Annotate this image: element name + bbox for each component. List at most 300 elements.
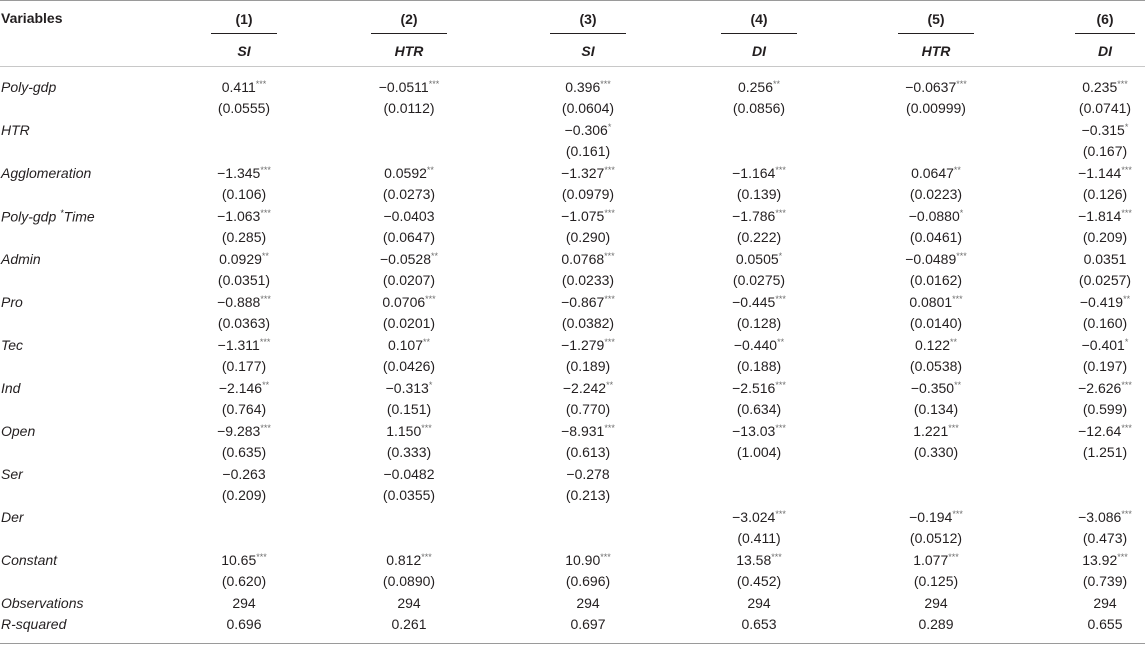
row-label-text: Tec (1, 337, 24, 353)
row-label (1, 337, 23, 353)
coefficient (1045, 122, 1145, 138)
coefficient (699, 294, 819, 310)
standard-error: (0.0382) (561, 315, 615, 331)
coefficient (528, 122, 648, 138)
coefficient (349, 337, 469, 353)
coefficient (1045, 251, 1145, 267)
column-underline (721, 33, 797, 34)
row-label (1, 251, 41, 267)
significance-stars: *** (775, 165, 786, 175)
significance-stars: *** (428, 79, 440, 89)
coefficient-value: 0.0706 (382, 294, 426, 310)
row-label-text: HTR (1, 122, 30, 138)
significance-stars: *** (1121, 423, 1132, 433)
stat-value: 0.696 (226, 616, 262, 632)
stat-label: Observations (1, 595, 84, 611)
standard-error: (0.161) (565, 143, 611, 159)
stat-value: 0.653 (741, 616, 777, 632)
coefficient (1045, 380, 1145, 396)
row-label-text: Der (1, 509, 24, 525)
significance-stars: *** (775, 208, 786, 218)
coefficient (528, 294, 648, 310)
significance-stars: ** (954, 380, 962, 390)
coefficient (528, 79, 648, 95)
coefficient-value: −0.0528 (379, 251, 431, 267)
coefficient-value: 0.0929 (219, 251, 262, 267)
coefficient-value: −0.0511 (378, 79, 429, 95)
coefficient (699, 552, 819, 568)
coefficient-value: −1.345 (217, 165, 261, 181)
coefficient (1045, 509, 1145, 525)
coefficient-value: 0.107 (387, 337, 424, 353)
coefficient (876, 79, 996, 95)
significance-stars: *** (260, 208, 271, 218)
significance-stars: *** (775, 509, 786, 519)
variables-header: Variables (1, 10, 63, 26)
standard-error: (0.134) (913, 401, 959, 417)
standard-error: (0.330) (913, 444, 959, 460)
coefficient-value: −0.315 (1081, 122, 1125, 138)
coefficient-value: −9.283 (217, 423, 261, 439)
standard-error: (0.188) (736, 358, 782, 374)
significance-stars: *** (421, 552, 432, 562)
significance-stars: *** (600, 79, 611, 89)
coefficient-value: −8.931 (561, 423, 605, 439)
standard-error: (0.0461) (909, 229, 963, 245)
standard-error: (0.0890) (382, 573, 436, 589)
significance-stars: *** (952, 509, 963, 519)
significance-stars: *** (255, 79, 267, 89)
standard-error: (0.0275) (732, 272, 786, 288)
significance-stars: *** (260, 423, 271, 433)
coefficient (1045, 552, 1145, 568)
standard-error: (0.0426) (382, 358, 436, 374)
coefficient-value: −0.0637 (905, 79, 957, 95)
significance-stars: *** (604, 294, 615, 304)
standard-error: (0.333) (386, 444, 432, 460)
standard-error: (0.0355) (382, 487, 436, 503)
standard-error: (0.189) (565, 358, 611, 374)
standard-error: (0.0741) (1078, 100, 1132, 116)
standard-error: (0.0207) (382, 272, 436, 288)
coefficient (1045, 79, 1145, 95)
coefficient (349, 552, 469, 568)
standard-error: (0.635) (221, 444, 267, 460)
row-label-suffix: Time (63, 208, 95, 225)
coefficient-value: −1.075 (561, 208, 605, 224)
coefficient (699, 165, 819, 181)
standard-error: (0.452) (736, 573, 782, 589)
coefficient (699, 423, 819, 439)
significance-stars: *** (260, 165, 271, 175)
coefficient (876, 423, 996, 439)
coefficient (184, 423, 304, 439)
standard-error: (0.0555) (217, 100, 271, 116)
column-underline (898, 33, 974, 34)
significance-stars: * (607, 122, 612, 132)
coefficient (876, 165, 996, 181)
stat-value: 294 (397, 595, 421, 611)
coefficient (184, 208, 304, 224)
standard-error: (0.0351) (217, 272, 271, 288)
standard-error: (0.0647) (382, 229, 436, 245)
standard-error: (0.209) (1082, 229, 1128, 245)
coefficient (1045, 165, 1145, 181)
coefficient (876, 552, 996, 568)
coefficient-value: −0.194 (909, 509, 953, 525)
standard-error: (0.139) (736, 186, 782, 202)
coefficient-value: −0.0403 (383, 208, 435, 224)
standard-error: (0.770) (565, 401, 611, 417)
coefficient-value: −0.401 (1081, 337, 1125, 353)
standard-error: (0.209) (221, 487, 267, 503)
coefficient-value: 0.0351 (1083, 251, 1127, 267)
coefficient (528, 552, 648, 568)
coefficient-value: −1.063 (217, 208, 261, 224)
header-rule (0, 66, 1145, 67)
coefficient-value: −1.164 (732, 165, 776, 181)
dependent-variable: DI (752, 43, 766, 59)
standard-error: (0.213) (565, 487, 611, 503)
standard-error: (0.151) (386, 401, 432, 417)
row-label-text: Pro (1, 294, 23, 310)
standard-error: (0.613) (565, 444, 611, 460)
dependent-variable: HTR (394, 43, 424, 59)
row-label-text: Admin (1, 251, 41, 267)
standard-error: (0.0233) (561, 272, 615, 288)
significance-stars: *** (256, 552, 267, 562)
significance-stars: * (1124, 122, 1129, 132)
dependent-variable: DI (1098, 43, 1112, 59)
standard-error: (0.197) (1082, 358, 1128, 374)
standard-error: (0.00999) (906, 100, 966, 116)
coefficient-value: −0.888 (217, 294, 261, 310)
column-number: (6) (1096, 11, 1114, 27)
bottom-rule (0, 643, 1145, 644)
significance-stars: ** (423, 337, 431, 347)
coefficient-value: 1.077 (913, 552, 949, 568)
coefficient-value: −1.311 (217, 337, 260, 353)
significance-stars: *** (604, 251, 615, 261)
significance-stars: *** (1117, 79, 1128, 89)
row-label-text: Constant (1, 552, 58, 568)
significance-stars: ** (773, 79, 781, 89)
significance-stars: *** (421, 423, 432, 433)
coefficient-value: −0.419 (1079, 294, 1124, 310)
coefficient-value: −13.03 (732, 423, 776, 439)
significance-stars: ** (950, 337, 958, 347)
significance-stars: *** (1121, 165, 1132, 175)
coefficient-value: −1.279 (561, 337, 605, 353)
coefficient (876, 509, 996, 525)
coefficient (876, 208, 996, 224)
coefficient-value: −2.516 (732, 380, 776, 396)
coefficient-value: 0.0592 (384, 165, 427, 181)
significance-stars: *** (1121, 509, 1132, 519)
row-label (1, 509, 24, 525)
coefficient-value: −2.626 (1078, 380, 1122, 396)
column-underline (371, 33, 447, 34)
significance-stars: *** (775, 294, 786, 304)
dependent-variable: HTR (921, 43, 951, 59)
coefficient (1045, 423, 1145, 439)
coefficient-value: 0.0768 (561, 251, 605, 267)
column-number: (1) (235, 11, 253, 27)
coefficient-value: 0.256 (737, 79, 774, 95)
coefficient-value: −0.0482 (383, 466, 435, 482)
coefficient (699, 79, 819, 95)
row-label (1, 552, 57, 568)
standard-error: (0.0162) (909, 272, 963, 288)
standard-error: (0.285) (221, 229, 267, 245)
coefficient-value: 10.65 (221, 552, 257, 568)
coefficient (1045, 294, 1145, 310)
coefficient (184, 294, 304, 310)
standard-error: (0.126) (1082, 186, 1128, 202)
row-label-text: Agglomeration (1, 165, 92, 181)
significance-stars: * (1124, 337, 1129, 347)
row-label (1, 208, 95, 225)
significance-stars: ** (953, 165, 961, 175)
standard-error: (0.0223) (909, 186, 963, 202)
coefficient-value: −3.024 (732, 509, 776, 525)
standard-error: (0.764) (221, 401, 267, 417)
coefficient (184, 466, 304, 482)
significance-stars: *** (1121, 208, 1132, 218)
standard-error: (0.0538) (909, 358, 963, 374)
dependent-variable: SI (237, 43, 251, 59)
row-label (1, 466, 23, 482)
stat-value: 0.655 (1087, 616, 1123, 632)
standard-error: (0.0979) (561, 186, 615, 202)
coefficient-value: 10.90 (565, 552, 601, 568)
significance-stars: *** (260, 294, 271, 304)
significance-stars: *** (775, 423, 786, 433)
significance-stars: *** (600, 552, 611, 562)
significance-stars: *** (948, 423, 959, 433)
significance-stars: ** (426, 165, 434, 175)
coefficient (876, 251, 996, 267)
standard-error: (0.473) (1082, 530, 1128, 546)
coefficient (699, 509, 819, 525)
coefficient-value: −12.64 (1078, 423, 1122, 439)
significance-stars: * (959, 208, 964, 218)
coefficient (349, 251, 469, 267)
stat-value: 0.289 (918, 616, 954, 632)
coefficient-value: −0.0489 (905, 251, 957, 267)
coefficient (349, 380, 469, 396)
coefficient (349, 466, 469, 482)
standard-error: (0.0273) (382, 186, 436, 202)
coefficient-value: −1.327 (561, 165, 605, 181)
significance-stars: ** (606, 380, 614, 390)
row-label-text: Poly-gdp (1, 208, 57, 225)
coefficient (1045, 337, 1145, 353)
dependent-variable: SI (581, 43, 595, 59)
standard-error: (0.290) (565, 229, 611, 245)
standard-error: (0.599) (1082, 401, 1128, 417)
coefficient-value: −0.306 (564, 122, 608, 138)
standard-error: (0.0112) (383, 100, 435, 116)
row-label-text: Ser (1, 466, 23, 482)
significance-stars: *** (948, 552, 959, 562)
coefficient-value: −0.440 (733, 337, 778, 353)
coefficient (528, 380, 648, 396)
standard-error: (0.0856) (732, 100, 786, 116)
standard-error: (0.0201) (382, 315, 436, 331)
stat-label: R-squared (1, 616, 67, 632)
coefficient-value: −1.786 (732, 208, 776, 224)
significance-stars: ** (430, 251, 438, 261)
significance-stars: *** (775, 380, 786, 390)
coefficient (349, 423, 469, 439)
coefficient-value: 1.150 (386, 423, 422, 439)
coefficient (528, 337, 648, 353)
standard-error: (0.634) (736, 401, 782, 417)
significance-stars: *** (604, 208, 615, 218)
row-label-text: Open (1, 423, 36, 439)
row-label (1, 122, 30, 138)
significance-stars: *** (956, 79, 967, 89)
significance-stars: * (428, 380, 433, 390)
row-label-text: Poly-gdp (1, 79, 57, 95)
significance-stars: *** (259, 337, 271, 347)
standard-error: (1.251) (1082, 444, 1128, 460)
column-underline (550, 33, 626, 34)
standard-error: (0.696) (565, 573, 611, 589)
significance-stars: ** (261, 251, 269, 261)
coefficient-value: 1.221 (913, 423, 949, 439)
significance-stars: *** (604, 423, 615, 433)
coefficient-value: 13.58 (736, 552, 772, 568)
coefficient (184, 552, 304, 568)
coefficient (184, 79, 304, 95)
significance-stars: *** (604, 337, 615, 347)
coefficient-value: −0.0880 (908, 208, 960, 224)
significance-stars: * (778, 251, 783, 261)
stat-value: 294 (1093, 595, 1117, 611)
significance-stars: ** (1123, 294, 1131, 304)
coefficient (528, 423, 648, 439)
coefficient-value: 0.0801 (909, 294, 953, 310)
standard-error: (0.222) (736, 229, 782, 245)
coefficient (184, 165, 304, 181)
coefficient-value: −2.146 (218, 380, 263, 396)
coefficient (184, 337, 304, 353)
stat-value: 294 (576, 595, 600, 611)
significance-stars: *** (604, 165, 615, 175)
coefficient-value: 0.122 (914, 337, 951, 353)
coefficient (528, 165, 648, 181)
standard-error: (0.0140) (909, 315, 963, 331)
coefficient (876, 380, 996, 396)
stat-value: 0.261 (391, 616, 427, 632)
column-number: (4) (750, 11, 768, 27)
significance-stars: *** (771, 552, 782, 562)
stat-value: 294 (747, 595, 771, 611)
column-number: (2) (400, 11, 418, 27)
standard-error: (1.004) (736, 444, 782, 460)
significance-stars: *** (425, 294, 436, 304)
coefficient (699, 337, 819, 353)
stat-value: 0.697 (570, 616, 606, 632)
coefficient-value: 0.0505 (735, 251, 779, 267)
coefficient-value: 0.0647 (911, 165, 954, 181)
coefficient-value: −2.242 (562, 380, 607, 396)
coefficient-value: 13.92 (1082, 552, 1118, 568)
standard-error: (0.0363) (217, 315, 271, 331)
column-number: (5) (927, 11, 945, 27)
top-rule (0, 0, 1145, 1)
row-label (1, 423, 35, 439)
coefficient-value: −0.445 (732, 294, 776, 310)
coefficient (184, 380, 304, 396)
coefficient (699, 251, 819, 267)
significance-stars: ** (777, 337, 785, 347)
row-label (1, 165, 91, 181)
row-label (1, 79, 56, 95)
standard-error: (0.411) (737, 530, 781, 546)
coefficient-value: 0.235 (1082, 79, 1118, 95)
significance-stars: *** (1117, 552, 1128, 562)
coefficient-value: −0.263 (222, 466, 266, 482)
significance-stars: *** (952, 294, 963, 304)
significance-stars: *** (1121, 380, 1132, 390)
significance-stars: *** (956, 251, 967, 261)
column-underline (211, 33, 277, 34)
standard-error: (0.0512) (909, 530, 963, 546)
coefficient-value: 0.411 (221, 79, 256, 95)
coefficient-value: −0.313 (385, 380, 429, 396)
coefficient-value: −1.814 (1078, 208, 1122, 224)
stat-value: 294 (232, 595, 256, 611)
coefficient (349, 294, 469, 310)
coefficient-value: −0.278 (566, 466, 610, 482)
coefficient (876, 337, 996, 353)
coefficient (528, 208, 648, 224)
coefficient-value: −1.144 (1078, 165, 1122, 181)
standard-error: (0.177) (221, 358, 267, 374)
coefficient (876, 294, 996, 310)
standard-error: (0.106) (221, 186, 267, 202)
stat-value: 294 (924, 595, 948, 611)
standard-error: (0.739) (1082, 573, 1128, 589)
row-label-text: Ind (1, 380, 21, 396)
column-number: (3) (579, 11, 597, 27)
row-label-sup: * (60, 208, 64, 218)
standard-error: (0.128) (736, 315, 782, 331)
standard-error: (0.125) (913, 573, 959, 589)
coefficient (528, 251, 648, 267)
coefficient (184, 251, 304, 267)
row-label (1, 380, 20, 396)
standard-error: (0.620) (221, 573, 267, 589)
coefficient-value: 0.812 (386, 552, 422, 568)
coefficient-value: −0.350 (910, 380, 955, 396)
standard-error: (0.0257) (1078, 272, 1132, 288)
standard-error: (0.160) (1082, 315, 1128, 331)
coefficient (1045, 208, 1145, 224)
coefficient (349, 165, 469, 181)
coefficient (699, 208, 819, 224)
coefficient-value: 0.396 (565, 79, 601, 95)
standard-error: (0.167) (1082, 143, 1128, 159)
coefficient-value: −0.867 (561, 294, 605, 310)
column-underline (1075, 33, 1135, 34)
coefficient (699, 380, 819, 396)
standard-error: (0.0604) (561, 100, 615, 116)
coefficient (528, 466, 648, 482)
